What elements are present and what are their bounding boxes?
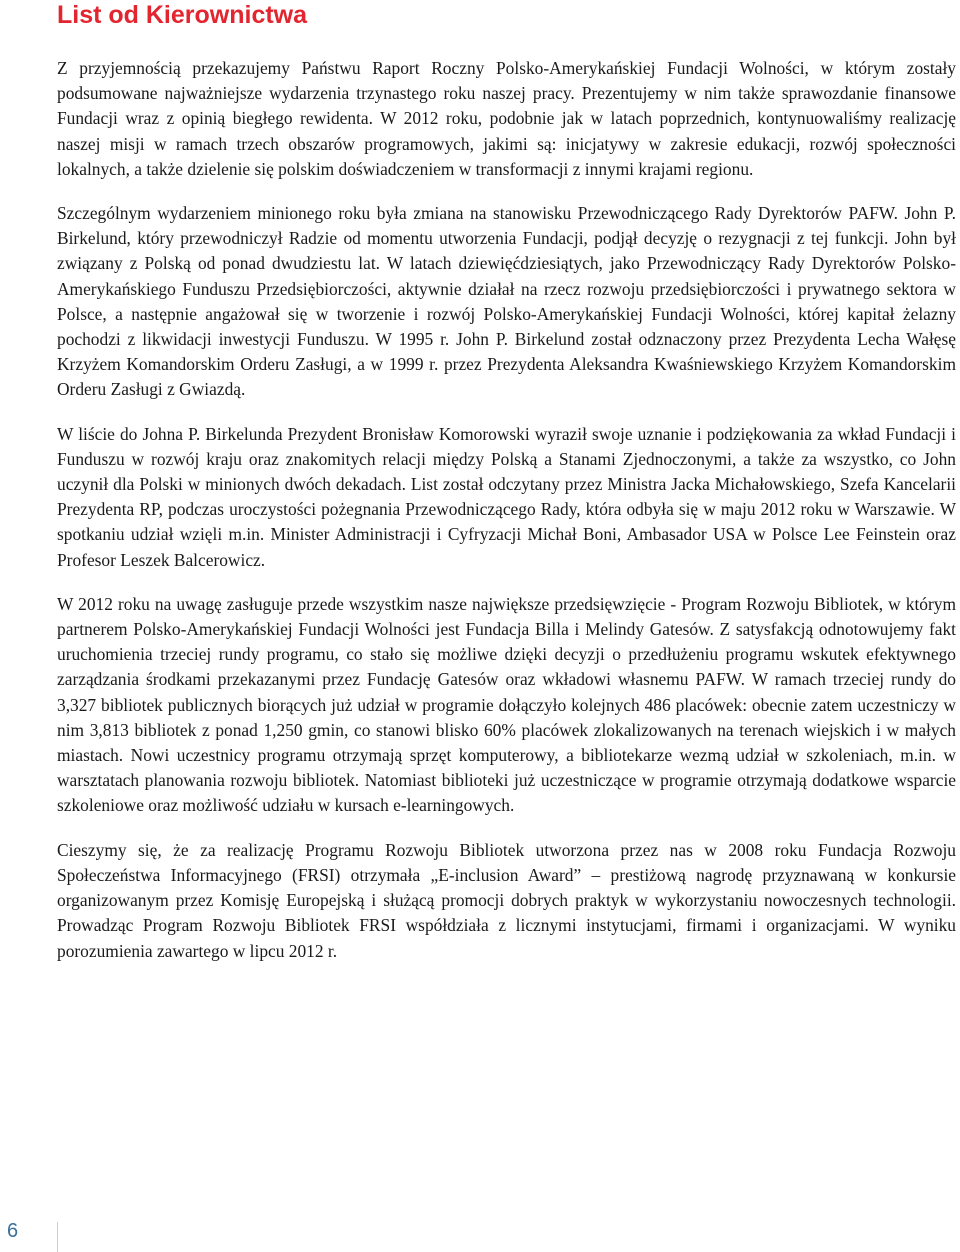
paragraph-president-letter: W liście do Johna P. Birkelunda Prezydent Bronisław Komorowski wyraził swoje uznanie i podziękowania za wkład Fundacji i Funduszu w rozwój kraju oraz znakomitych relacji między Polską a Stanami Zjednoczonymi, a także za wszystko, co John uczynił dla Polski w minionych dwóch dekadach. List został odczytany przez Ministra Jacka Michałowskiego, Szefa Kancelarii Prezydenta RP, podczas uroczystości pożegnania Przewodniczącego Rady, która odbyła się w maju 2012 roku w Warszawie. W spotkaniu udział wzięli m.in. Minister Administracji i Cyfryzacji Michał Boni, Ambasador USA w Polsce Lee Feinstein oraz Profesor Leszek Balcerowicz. (57, 423, 956, 570)
page-divider (57, 1222, 58, 1252)
letter-body (57, 56, 956, 983)
paragraph-frsi-award: Cieszymy się, że za realizację Programu Rozwoju Bibliotek utworzona przez nas w 2008 roku Fundacja Rozwoju Społeczeństwa Informacyjnego (FRSI) otrzymała „E-inclusion Award” – prestiżową nagrodę przyznawaną w konkursie organizowanym przez Komisję Europejską i służącą promocji dobrych praktyk w wykorzystaniu nowoczesnych technologii. Prowadząc Program Rozwoju Bibliotek FRSI współdziała z licznymi instytucjami, firmami i organizacjami. W wyniku porozumienia zawartego w lipcu 2012 r. (57, 839, 956, 961)
paragraph-board-change: Szczególnym wydarzeniem minionego roku była zmiana na stanowisku Przewodniczącego Rady Dyrektorów PAFW. John P. Birkelund, który przewodniczył Radzie od momentu utworzenia Fundacji, podjął decyzję o rezygnacji z tej funkcji. John był związany z Polską od ponad dwudziestu lat. W latach dziewięćdziesiątych, jako Przewodniczący Rady Dyrektorów Polsko-Amerykańskiego Funduszu Przedsiębiorczości, aktywnie działał na rzecz rozwoju przedsiębiorczości i prywatnego sektora w Polsce, a następnie angażował się w tworzenie i rozwój Polsko-Amerykańskiej Fundacji Wolności, której kapitał żelazny pochodzi z likwidacji inwestycji Funduszu. W 1995 r. John P. Birkelund został odznaczony przez Prezydenta Lecha Wałęsę Krzyżem Komandorskim Orderu Zasługi, a w 1999 r. przez Prezydenta Aleksandra Kwaśniewskiego Krzyżem Komandorskim Orderu Zasługi z Gwiazdą. (57, 203, 956, 400)
page-number: 6 (7, 1220, 19, 1242)
paragraph-library-program: W 2012 roku na uwagę zasługuje przede wszystkim nasze największe przedsięwzięcie - Program Rozwoju Bibliotek, w którym partnerem Polsko-Amerykańskiej Fundacji Wolności jest Fundacja Billa i Melindy Gatesów. Z satysfakcją odnotowujemy fakt uruchomienia trzeciej rundy programu, co stało się możliwe dzięki decyzji o przedłużeniu programu wskutek efektywnego zarządzania środkami przekazanymi przez Fundację Gatesów oraz wkładowi własnemu PAFW. W ramach trzeciej rundy do 3,327 bibliotek publicznych biorących już udział w programie dołączyło kolejnych 486 placówek: obecnie zatem uczestniczy w nim 3,813 bibliotek z ponad 1,250 gmin, co stanowi blisko 60% placówek zlokalizowanych na terenach wiejskich i w małych miastach. Nowi uczestnicy programu otrzymają sprzęt komputerowy, a bibliotekarze wezmą udział w szkoleniach, m.in. w warsztatach planowania rozwoju bibliotek. Natomiast biblioteki już uczestniczące w programie otrzymają dodatkowe wsparcie szkoleniowe oraz możliwość udziału w kursach e-learningowych. (57, 593, 956, 816)
page-title: List od Kierownictwa (57, 1, 308, 29)
paragraph-intro: Z przyjemnością przekazujemy Państwu Raport Roczny Polsko-Amerykańskiej Fundacji Wolności, w którym zostały podsumowane najważniejsze wydarzenia trzynastego roku naszej pracy. Prezentujemy w nim także sprawozdanie finansowe Fundacji wraz z opinią biegłego rewidenta. W 2012 roku, podobnie jak w latach poprzednich, kontynuowaliśmy realizację naszej misji w ramach trzech obszarów programowych, jakimi są: inicjatywy w zakresie edukacji, rozwój społeczności lokalnych, a także dzielenie się polskim doświadczeniem w transformacji z innymi krajami regionu. (57, 58, 956, 179)
